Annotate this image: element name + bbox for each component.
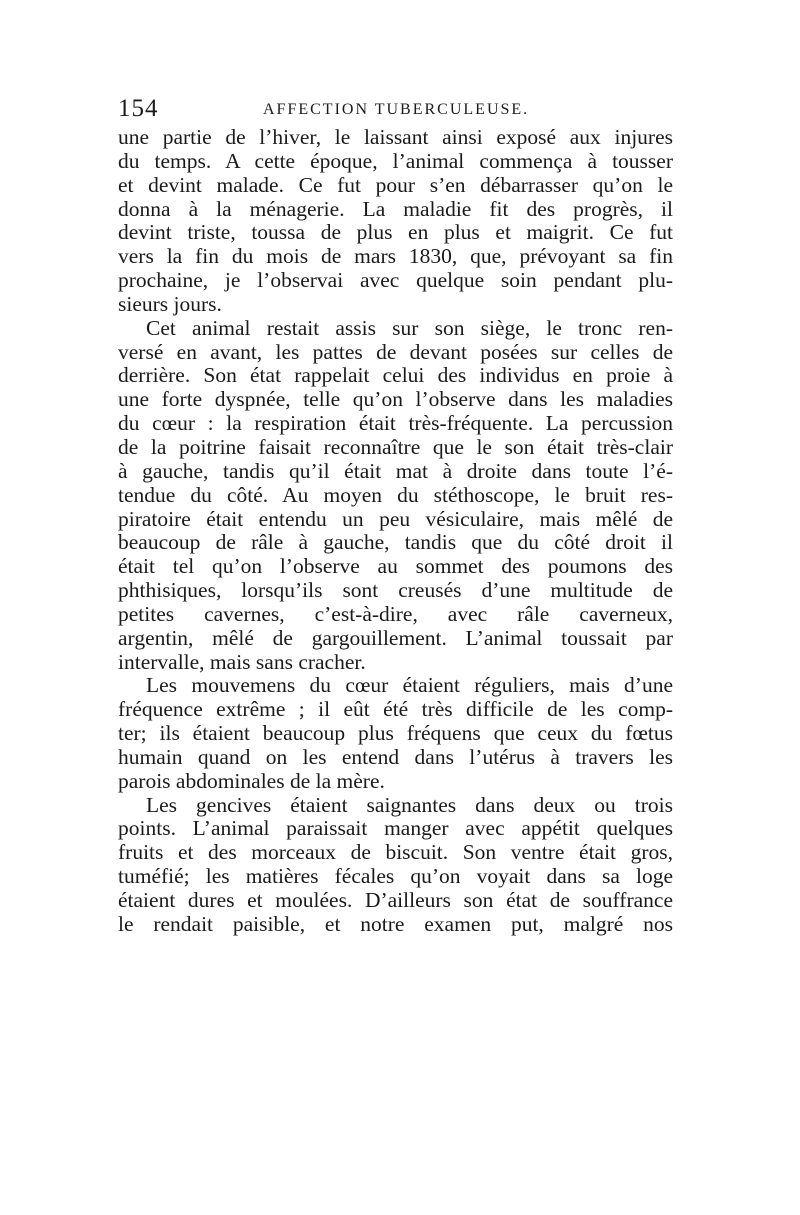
page-number: 154 — [118, 95, 159, 122]
text-line: à gauche, tandis qu’il était mat à droite dans toute l’é- — [118, 459, 673, 483]
text-line: fréquence extrême ; il eût été très difficile de les comp- — [118, 698, 673, 722]
paragraph — [118, 126, 673, 317]
text-line: sieurs jours. — [118, 292, 222, 316]
body-text — [118, 126, 673, 937]
text-line: une forte dyspnée, telle qu’on l’observe dans les maladies — [118, 388, 673, 412]
text-line: prochaine, je l’observai avec quelque soin pendant plu- — [118, 269, 673, 293]
text-line: petites cavernes, c’est-à-dire, avec râle caverneux, — [118, 602, 673, 626]
running-title: AFFECTION TUBERCULEUSE. — [263, 101, 530, 118]
text-line: intervalle, mais sans cracher. — [118, 650, 366, 674]
text-line: tendue du côté. Au moyen du stéthoscope, le bruit res- — [118, 483, 673, 507]
text-line: phthisiques, lorsqu’ils sont creusés d’une multitude de — [118, 579, 673, 603]
paragraph — [118, 317, 673, 675]
text-line: parois abdominales de la mère. — [118, 769, 385, 793]
text-line: une partie de l’hiver, le laissant ainsi exposé aux injures — [118, 126, 673, 149]
text-line: fruits et des morceaux de biscuit. Son ventre était gros, — [118, 841, 673, 865]
text-line: Cet animal restait assis sur son siège, le tronc ren- — [146, 316, 673, 340]
text-line: argentin, mêlé de gargouillement. L’animal toussait par — [118, 626, 673, 650]
text-line: donna à la ménagerie. La maladie fit des progrès, il — [118, 197, 673, 221]
paragraph — [118, 794, 673, 937]
text-line: le rendait paisible, et notre examen put, malgré nos — [118, 912, 673, 936]
text-line: de la poitrine faisait reconnaître que le son était très-clair — [118, 435, 673, 459]
paragraph — [118, 674, 673, 793]
running-head — [118, 94, 673, 124]
text-line: Les gencives étaient saignantes dans deux ou trois — [146, 793, 673, 817]
text-line: derrière. Son état rappelait celui des individus en proie à — [118, 364, 673, 388]
text-line: et devint malade. Ce fut pour s’en débarrasser qu’on le — [118, 173, 673, 197]
text-line: devint triste, toussa de plus en plus et maigrit. Ce fut — [118, 221, 673, 245]
text-line: versé en avant, les pattes de devant posées sur celles de — [118, 340, 673, 364]
text-line: ter; ils étaient beaucoup plus fréquens que ceux du fœtus — [118, 722, 673, 746]
text-line: vers la fin du mois de mars 1830, que, prévoyant sa fin — [118, 245, 673, 269]
text-line: du temps. A cette époque, l’animal commença à tousser — [118, 149, 673, 173]
text-line: beaucoup de râle à gauche, tandis que du côté droit il — [118, 531, 673, 555]
text-line: du cœur : la respiration était très-fréquente. La percussion — [118, 412, 673, 436]
text-line: piratoire était entendu un peu vésiculaire, mais mêlé de — [118, 507, 673, 531]
text-line: Les mouvemens du cœur étaient réguliers, mais d’une — [146, 674, 673, 698]
text-line: tuméfié; les matières fécales qu’on voyait dans sa loge — [118, 865, 673, 889]
text-line: étaient dures et moulées. D’ailleurs son état de souffrance — [118, 889, 673, 912]
text-line: points. L’animal paraissait manger avec appétit quelques — [118, 817, 673, 841]
text-line: humain quand on les entend dans l’utérus à travers les — [118, 745, 673, 769]
text-line: était tel qu’on l’observe au sommet des poumons des — [118, 555, 673, 579]
